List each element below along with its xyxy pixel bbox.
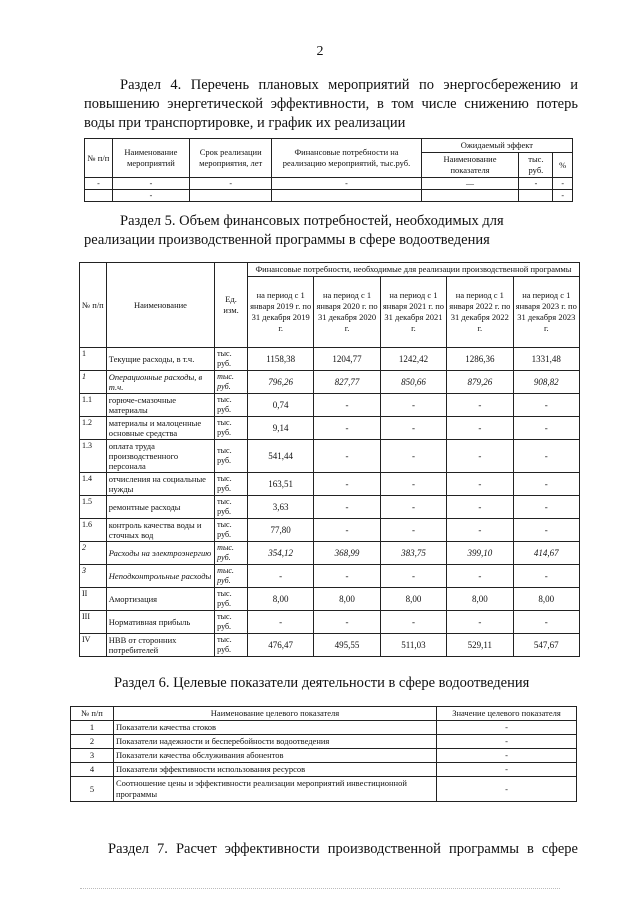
cell: 3 [80,565,107,588]
col-unit: Ед. изм. [215,263,248,348]
table-row [80,519,580,542]
cell: тыс. руб. [215,371,248,394]
cell: - [314,394,380,417]
col-num: № п/п [80,263,107,348]
section-5-title: Раздел 5. Объем финансовых потребностей, необходимых для реализации производственной программы в сфере водоотведения [84,213,504,248]
col-num: № п/п [85,139,113,178]
cell: 1158,38 [247,348,313,371]
cell: 908,82 [513,371,579,394]
cell: - [85,178,113,190]
cell: - [314,519,380,542]
cell: тыс. руб. [215,519,248,542]
cell: - [437,763,577,777]
cell: Операционные расходы, в т.ч. [106,371,214,394]
cell: - [112,178,189,190]
cell: 414,67 [513,542,579,565]
col-rub: тыс. руб. [519,153,553,178]
col-period-2020: на период с 1 января 2020 г. по 31 декабря 2020 г. [314,277,380,348]
table-row [85,178,573,190]
cell: II [80,588,107,611]
cell [85,190,113,202]
cell [190,190,272,202]
cell: - [513,473,579,496]
cell: тыс. руб. [215,611,248,634]
cell: - [314,440,380,473]
cell: тыс. руб. [215,348,248,371]
col-period-2019: на период с 1 января 2019 г. по 31 декабря 2019 г. [247,277,313,348]
cell: 3 [71,749,114,763]
cell: оплата труда производственного персонала [106,440,214,473]
cell: - [513,417,579,440]
cell: 495,55 [314,634,380,657]
cell: Соотношение цены и эффективности реализации мероприятий инвестиционной программы [114,777,437,802]
cell: 1.5 [80,496,107,519]
cell: 1 [80,371,107,394]
cell: тыс. руб. [215,394,248,417]
cell: 1 [80,348,107,371]
cell: - [314,565,380,588]
col-effect: Ожидаемый эффект [421,139,572,153]
cell: контроль качества воды и сточных вод [106,519,214,542]
cell: 77,80 [247,519,313,542]
cell: Показатели качества стоков [114,721,437,735]
cell: - [380,565,446,588]
cell: Неподконтрольные расходы [106,565,214,588]
cell: 796,26 [247,371,313,394]
section-4-table [84,138,573,202]
cell: 9,14 [247,417,313,440]
table-row [80,394,580,417]
cell: 399,10 [447,542,513,565]
cell: 5 [71,777,114,802]
cell: - [314,496,380,519]
scan-edge [80,888,560,889]
cell: IV [80,634,107,657]
cell: 1.3 [80,440,107,473]
table-row [80,440,580,473]
section-7-title: Раздел 7. Расчет эффективности производственной программы в сфере [108,841,578,857]
cell: - [190,178,272,190]
cell: - [513,611,579,634]
cell: 163,51 [247,473,313,496]
cell: - [112,190,189,202]
table-row [80,473,580,496]
table-row [80,634,580,657]
section-4-title: Раздел 4. Перечень плановых мероприятий по энергосбережению и повышению энергетической эффективности, в том числе снижению потерь воды при транспортировке, и график их реализации [84,77,578,131]
table-row [80,417,580,440]
cell: - [447,496,513,519]
cell: Показатели эффективности использования ресурсов [114,763,437,777]
cell: 547,67 [513,634,579,657]
page-number: 2 [316,44,324,59]
cell: 383,75 [380,542,446,565]
cell: 850,66 [380,371,446,394]
col-finance: Финансовые потребности на реализацию мероприятий, тыс.руб. [272,139,421,178]
cell: - [513,394,579,417]
table-row [71,735,577,749]
col-term: Срок реализации мероприятия, лет [190,139,272,178]
col-pct: % [553,153,573,178]
cell: - [513,440,579,473]
cell: - [447,417,513,440]
cell: 4 [71,763,114,777]
cell: - [437,721,577,735]
col-period-2022: на период с 1 января 2022 г. по 31 декабря 2022 г. [447,277,513,348]
table-row [80,496,580,519]
cell: - [437,735,577,749]
cell: 2 [80,542,107,565]
cell: 354,12 [247,542,313,565]
table-row [71,777,577,802]
cell [272,190,421,202]
cell: 8,00 [314,588,380,611]
cell: тыс. руб. [215,588,248,611]
cell: — [421,178,519,190]
cell: 3,63 [247,496,313,519]
cell: - [314,473,380,496]
cell: - [314,417,380,440]
cell: - [380,496,446,519]
cell: - [380,440,446,473]
cell: - [553,190,573,202]
table-row [80,542,580,565]
cell: - [447,565,513,588]
cell: 8,00 [447,588,513,611]
cell: 368,99 [314,542,380,565]
section-6-title: Раздел 6. Целевые показатели деятельности в сфере водоотведения [114,675,530,691]
cell: - [314,611,380,634]
cell: - [447,473,513,496]
table-row [85,190,573,202]
cell: 8,00 [513,588,579,611]
cell: - [519,178,553,190]
cell: 1.2 [80,417,107,440]
cell: - [247,565,313,588]
cell: - [380,519,446,542]
cell: тыс. руб. [215,542,248,565]
cell: - [272,178,421,190]
cell: тыс. руб. [215,634,248,657]
cell: горюче-смазочные материалы [106,394,214,417]
cell: Нормативная прибыль [106,611,214,634]
cell: Текущие расходы, в т.ч. [106,348,214,371]
col-name: Наименование [106,263,214,348]
cell: тыс. руб. [215,417,248,440]
cell: 1242,42 [380,348,446,371]
cell: 1331,48 [513,348,579,371]
cell: III [80,611,107,634]
cell: 8,00 [247,588,313,611]
cell: 511,03 [380,634,446,657]
table-row [80,565,580,588]
cell: 0,74 [247,394,313,417]
cell: - [380,394,446,417]
cell: 476,47 [247,634,313,657]
cell: 1 [71,721,114,735]
cell: Расходы на электроэнергию [106,542,214,565]
cell: - [380,417,446,440]
cell: 1286,36 [447,348,513,371]
col-num: № п/п [71,707,114,721]
cell: - [513,519,579,542]
cell: - [247,611,313,634]
table-row [71,749,577,763]
cell [519,190,553,202]
col-finance: Финансовые потребности, необходимые для реализации производственной программы [247,263,579,277]
section-6-table [70,706,577,802]
cell: - [447,440,513,473]
table-row [80,371,580,394]
cell: Амортизация [106,588,214,611]
cell [421,190,519,202]
table-row [71,763,577,777]
cell: 1.6 [80,519,107,542]
cell: - [380,611,446,634]
col-indicator: Наименование показателя [421,153,519,178]
cell: НВВ от сторонних потребителей [106,634,214,657]
col-period-2021: на период с 1 января 2021 г. по 31 декабря 2021 г. [380,277,446,348]
cell: 529,11 [447,634,513,657]
cell: 8,00 [380,588,446,611]
col-name: Наименование мероприятий [112,139,189,178]
cell: 1.4 [80,473,107,496]
cell: 541,44 [247,440,313,473]
cell: - [447,394,513,417]
cell: отчисления на социальные нужды [106,473,214,496]
cell: - [437,777,577,802]
cell: 827,77 [314,371,380,394]
cell: - [437,749,577,763]
table-row [80,588,580,611]
col-period-2023: на период с 1 января 2023 г. по 31 декабря 2023 г. [513,277,579,348]
section-5-table [79,262,580,657]
cell: ремонтные расходы [106,496,214,519]
cell: Показатели качества обслуживания абонентов [114,749,437,763]
cell: - [553,178,573,190]
cell: - [447,611,513,634]
cell: - [513,565,579,588]
cell: Показатели надежности и бесперебойности водоотведения [114,735,437,749]
cell: тыс. руб. [215,440,248,473]
table-row [71,721,577,735]
cell: 1204,77 [314,348,380,371]
col-value: Значение целевого показателя [437,707,577,721]
table-row [80,611,580,634]
cell: - [513,496,579,519]
col-name: Наименование целевого показателя [114,707,437,721]
table-row [80,348,580,371]
cell: тыс. руб. [215,496,248,519]
cell: материалы и малоценные основные средства [106,417,214,440]
cell: - [447,519,513,542]
cell: 879,26 [447,371,513,394]
cell: тыс. руб. [215,473,248,496]
cell: 1.1 [80,394,107,417]
cell: 2 [71,735,114,749]
cell: тыс. руб. [215,565,248,588]
cell: - [380,473,446,496]
